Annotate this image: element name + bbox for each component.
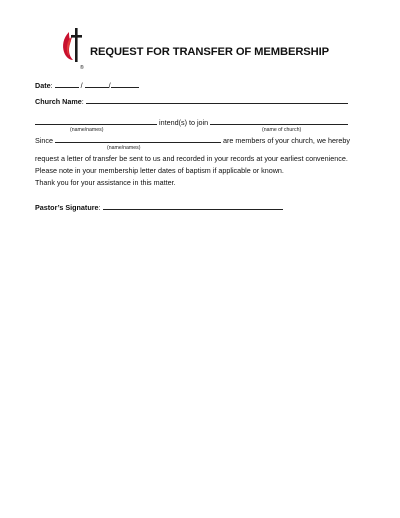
name-caption-2: (name/names) (107, 145, 141, 151)
date-day-field[interactable] (85, 80, 109, 88)
registered-mark: ® (80, 65, 84, 71)
date-year-field[interactable] (111, 80, 139, 88)
date-label: Date (35, 81, 51, 90)
page-title: REQUEST FOR TRANSFER OF MEMBERSHIP (90, 46, 330, 58)
new-church-field[interactable] (210, 117, 348, 125)
name-caption: (name/names) (70, 127, 104, 133)
church-name-field[interactable] (86, 96, 348, 104)
since-names-field[interactable] (55, 135, 221, 143)
paragraph-3: Thank you for your assistance in this matter. (35, 178, 176, 187)
members-text: are members of your church, we hereby (222, 136, 351, 145)
signature-field[interactable] (103, 202, 283, 210)
signature-row: Pastor’s Signature: (35, 202, 283, 211)
date-row: Date: / / (35, 80, 139, 89)
member-names-field[interactable] (35, 117, 157, 125)
cross-and-flame-icon (60, 26, 84, 70)
church-caption: (name of church) (262, 127, 302, 133)
date-month-field[interactable] (55, 80, 79, 88)
paragraph-2: Please note in your membership letter dates of baptism if applicable or known. (35, 166, 284, 175)
since-label: Since (35, 136, 53, 145)
church-name-row: Church Name: (35, 96, 348, 105)
paragraph-1: request a letter of transfer be sent to us and recorded in your records at your earliest convenience. (35, 154, 348, 163)
signature-label: Pastor’s Signature (35, 203, 99, 212)
since-row (35, 135, 350, 144)
intend-text: intend(s) to join (159, 118, 209, 127)
church-name-label: Church Name (35, 97, 82, 106)
intend-row (35, 117, 348, 126)
